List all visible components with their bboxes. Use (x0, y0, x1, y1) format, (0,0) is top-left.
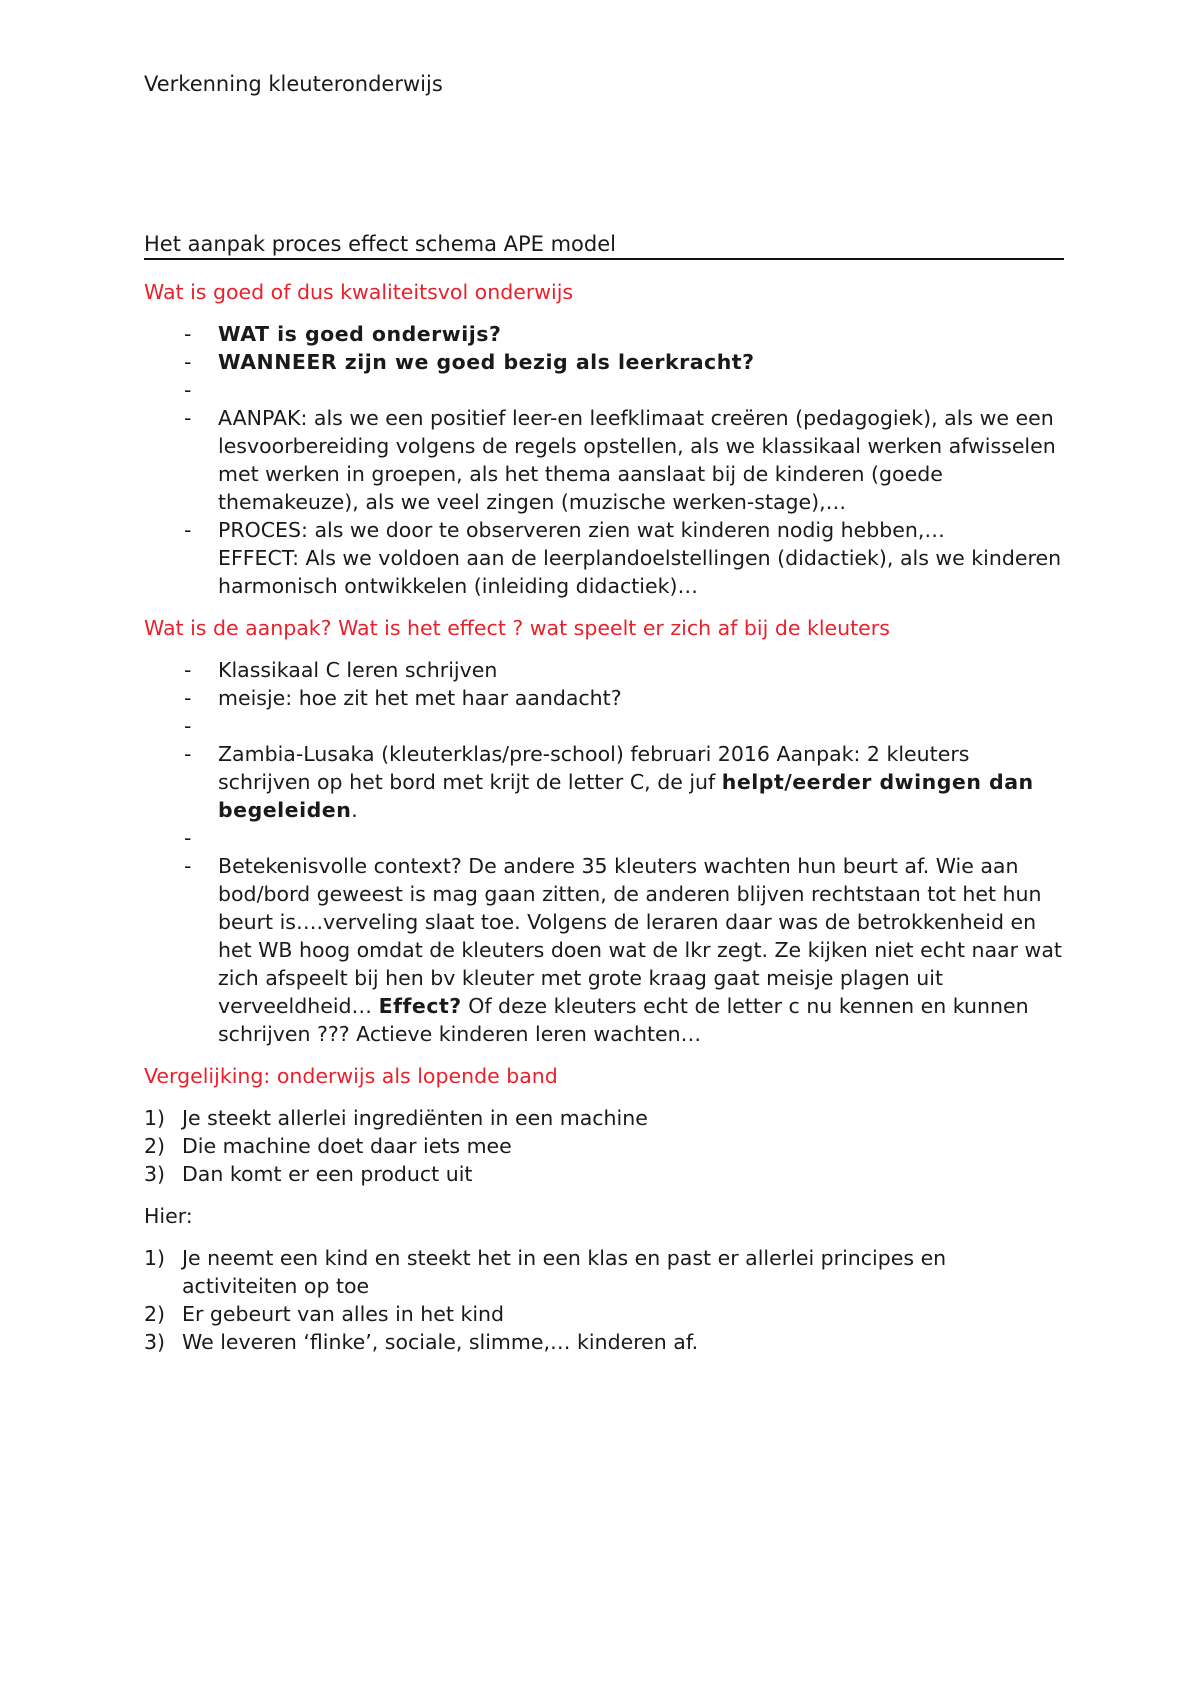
hier-label: Hier: (144, 1204, 193, 1228)
list-item: 3) Dan komt er een product uit (144, 1162, 473, 1186)
proces-text: PROCES: als we door te observeren zien wat kinderen nodig hebben,… (218, 518, 945, 542)
approach-list (144, 656, 1064, 1048)
list-item: - WANNEER zijn we goed bezig als leerkracht? (144, 348, 1064, 376)
spacer (144, 824, 1064, 852)
page-header: Verkenning kleuteronderwijs (144, 72, 443, 96)
list-item: - WAT is goed onderwijs? (144, 320, 1064, 348)
list-item: 2) Er gebeurt van alles in het kind (144, 1302, 505, 1326)
list-item: - Klassikaal C leren schrijven (144, 656, 1064, 684)
section-heading-quality: Wat is goed of dus kwaliteitsvol onderwijs (144, 280, 574, 304)
list-item: 3) We leveren ‘flinke’, sociale, slimme,… kinderen af. (144, 1330, 699, 1354)
list-item: - Zambia-Lusaka (kleuterklas/pre-school) februari 2016 Aanpak: 2 kleuters schrijven op het bord met krijt de letter C, de juf helpt/eerder dwingen dan begeleiden. (144, 740, 1064, 824)
section-heading-approach: Wat is de aanpak? Wat is het effect ? wat speelt er zich af bij de kleuters (144, 616, 890, 640)
list-item: 1) Je steekt allerlei ingrediënten in een machine (144, 1106, 648, 1130)
list-item: - AANPAK: als we een positief leer-en leefklimaat creëren (pedagogiek), als we een lesvoorbereiding volgens de regels opstellen, als we klassikaal werken afwisselen met werken in groepen, als het thema aanslaat bij de kinderen (goede themakeuze), als we veel zingen (muzische werken-stage),… (144, 404, 1064, 516)
list-item: 1) Je neemt een kind en steekt het in een klas en past er allerlei principes en activiteiten op toe (144, 1246, 947, 1298)
effect-text: EFFECT: Als we voldoen aan de leerplandoelstellingen (didactiek), als we kinderen harmonisch ontwikkelen (inleiding didactiek)… (218, 546, 1062, 598)
hier-list (144, 1244, 1064, 1356)
spacer (144, 376, 1064, 404)
list-item: - Betekenisvolle context? De andere 35 kleuters wachten hun beurt af. Wie aan bod/bord geweest is mag gaan zitten, de anderen blijven rechtstaan tot het hun beurt is….verveling slaat toe. Volgens de leraren daar was de betrokkenheid en het WB hoog omdat de kleuters doen wat de lkr zegt. Ze kijken niet echt naar wat zich afspeelt bij hen bv kleuter met grote kraag gaat meisje plagen uit verveeldheid… Effect? Of deze kleuters echt de letter c nu kennen en kunnen schrijven ??? Actieve kinderen leren wachten… (144, 852, 1064, 1048)
document-title: Het aanpak proces effect schema APE model (144, 232, 1064, 260)
list-item (144, 516, 1064, 600)
list-item: 2) Die machine doet daar iets mee (144, 1134, 512, 1158)
spacer (144, 712, 1064, 740)
document-body (144, 278, 1064, 1370)
section-heading-comparison: Vergelijking: onderwijs als lopende band (144, 1064, 558, 1088)
quality-list (144, 320, 1064, 600)
comparison-list (144, 1104, 1064, 1188)
list-item: - meisje: hoe zit het met haar aandacht? (144, 684, 1064, 712)
